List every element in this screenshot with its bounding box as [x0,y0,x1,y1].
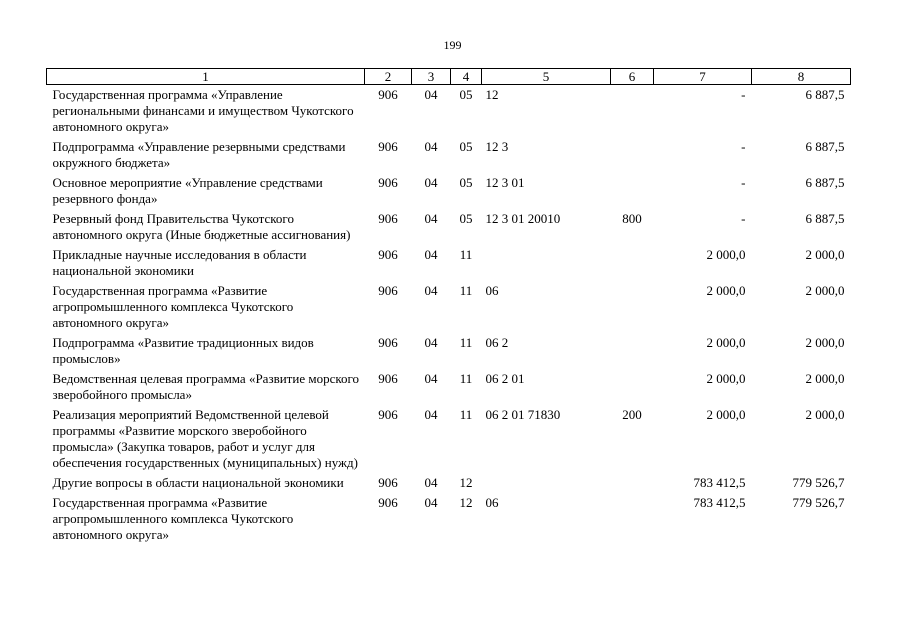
row-amount-col7: - [741,139,746,154]
row-subsection: 12 [459,495,473,510]
row-section: 04 [424,247,438,262]
row-amount-col7: 2 000,0 [706,283,746,298]
row-expense-type [611,493,654,545]
row-name: Государственная программа «Управление региональными финансами и имуществом Чукотского автономного округа» [52,87,354,134]
row-subsection: 11 [459,247,473,262]
row-subsection: 05 [459,175,473,190]
row-amount-col7: - [741,87,746,102]
row-subsection: 11 [459,283,473,298]
row-target-article: 12 [485,87,499,102]
row-section: 04 [424,211,438,226]
table-row [47,493,851,545]
column-header: 8 [752,69,851,85]
row-expense-type: 200 [622,407,642,422]
row-subsection: 11 [459,371,473,386]
row-expense-type [611,369,654,405]
row-admin-code: 906 [378,335,398,350]
row-subsection: 05 [459,211,473,226]
row-name: Другие вопросы в области национальной экономики [52,475,344,490]
row-section: 04 [424,475,438,490]
row-admin-code: 906 [378,371,398,386]
header-row [47,69,851,85]
row-section: 04 [424,335,438,350]
row-section: 04 [424,495,438,510]
row-subsection: 11 [459,407,473,422]
row-name: Ведомственная целевая программа «Развитие морского зверобойного промысла» [52,371,360,402]
row-target-article [482,473,611,493]
row-expense-type [611,281,654,333]
table-row [47,333,851,369]
row-section: 04 [424,139,438,154]
row-amount-col8: 2 000,0 [805,371,845,386]
row-subsection: 05 [459,139,473,154]
row-amount-col8: 2 000,0 [805,335,845,350]
row-section: 04 [424,407,438,422]
row-expense-type [611,173,654,209]
row-amount-col7: 2 000,0 [706,335,746,350]
row-name: Основное мероприятие «Управление средствами резервного фонда» [52,175,323,206]
row-admin-code: 906 [378,495,398,510]
row-target-article [482,245,611,281]
row-amount-col7: 2 000,0 [706,247,746,262]
row-admin-code: 906 [378,475,398,490]
row-target-article: 06 2 01 71830 [485,407,561,422]
row-expense-type [611,245,654,281]
row-amount-col8: 6 887,5 [805,175,845,190]
row-target-article: 06 [485,495,499,510]
budget-table [46,68,851,545]
row-admin-code: 906 [378,247,398,262]
row-amount-col8: 6 887,5 [805,87,845,102]
row-amount-col8: 6 887,5 [805,211,845,226]
row-name: Государственная программа «Развитие агропромышленного комплекса Чукотского автономного округа» [52,495,294,542]
row-name: Реализация мероприятий Ведомственной целевой программы «Развитие морского зверобойного промысла» (Закупка товаров, работ и услуг для обеспечения государственных (муниципальных) нужд) [52,407,358,470]
column-header: 5 [482,69,611,85]
row-amount-col8: 2 000,0 [805,407,845,422]
row-target-article: 12 3 01 [485,175,525,190]
row-amount-col7: 2 000,0 [706,407,746,422]
table-row [47,245,851,281]
row-admin-code: 906 [378,283,398,298]
column-header: 2 [365,69,412,85]
row-admin-code: 906 [378,139,398,154]
row-section: 04 [424,371,438,386]
row-amount-col7: 783 412,5 [693,475,746,490]
row-expense-type [611,333,654,369]
row-amount-col7: - [741,211,746,226]
row-name: Подпрограмма «Развитие традиционных видов промыслов» [52,335,314,366]
row-expense-type [611,473,654,493]
row-target-article: 12 3 [485,139,509,154]
row-expense-type: 800 [622,211,642,226]
row-name: Государственная программа «Развитие агропромышленного комплекса Чукотского автономного округа» [52,283,294,330]
row-section: 04 [424,175,438,190]
row-target-article: 06 2 01 [485,371,525,386]
row-amount-col8: 779 526,7 [792,475,845,490]
row-section: 04 [424,87,438,102]
row-admin-code: 906 [378,87,398,102]
table-row [47,173,851,209]
row-name: Подпрограмма «Управление резервными средствами окружного бюджета» [52,139,346,170]
table-row [47,405,851,473]
row-admin-code: 906 [378,175,398,190]
row-target-article: 06 2 [485,335,509,350]
column-header: 6 [611,69,654,85]
column-header: 7 [654,69,752,85]
page-number: 199 [443,38,462,52]
row-target-article: 12 3 01 20010 [485,211,561,226]
row-name: Резервный фонд Правительства Чукотского автономного округа (Иные бюджетные ассигнования) [52,211,351,242]
table-row [47,85,851,138]
row-expense-type [611,137,654,173]
row-target-article: 06 [485,283,499,298]
row-subsection: 12 [459,475,473,490]
table-row [47,137,851,173]
table-row [47,209,851,245]
row-amount-col8: 2 000,0 [805,247,845,262]
table-row [47,473,851,493]
column-header: 4 [451,69,482,85]
row-expense-type [611,85,654,138]
row-section: 04 [424,283,438,298]
row-amount-col8: 6 887,5 [805,139,845,154]
row-subsection: 05 [459,87,473,102]
row-amount-col7: 2 000,0 [706,371,746,386]
row-admin-code: 906 [378,211,398,226]
row-amount-col8: 779 526,7 [792,495,845,510]
row-subsection: 11 [459,335,473,350]
row-amount-col8: 2 000,0 [805,283,845,298]
row-amount-col7: 783 412,5 [693,495,746,510]
table-row [47,369,851,405]
row-admin-code: 906 [378,407,398,422]
table-row [47,281,851,333]
column-header: 3 [412,69,451,85]
column-header: 1 [47,69,365,85]
row-amount-col7: - [741,175,746,190]
row-name: Прикладные научные исследования в области национальной экономики [52,247,307,278]
